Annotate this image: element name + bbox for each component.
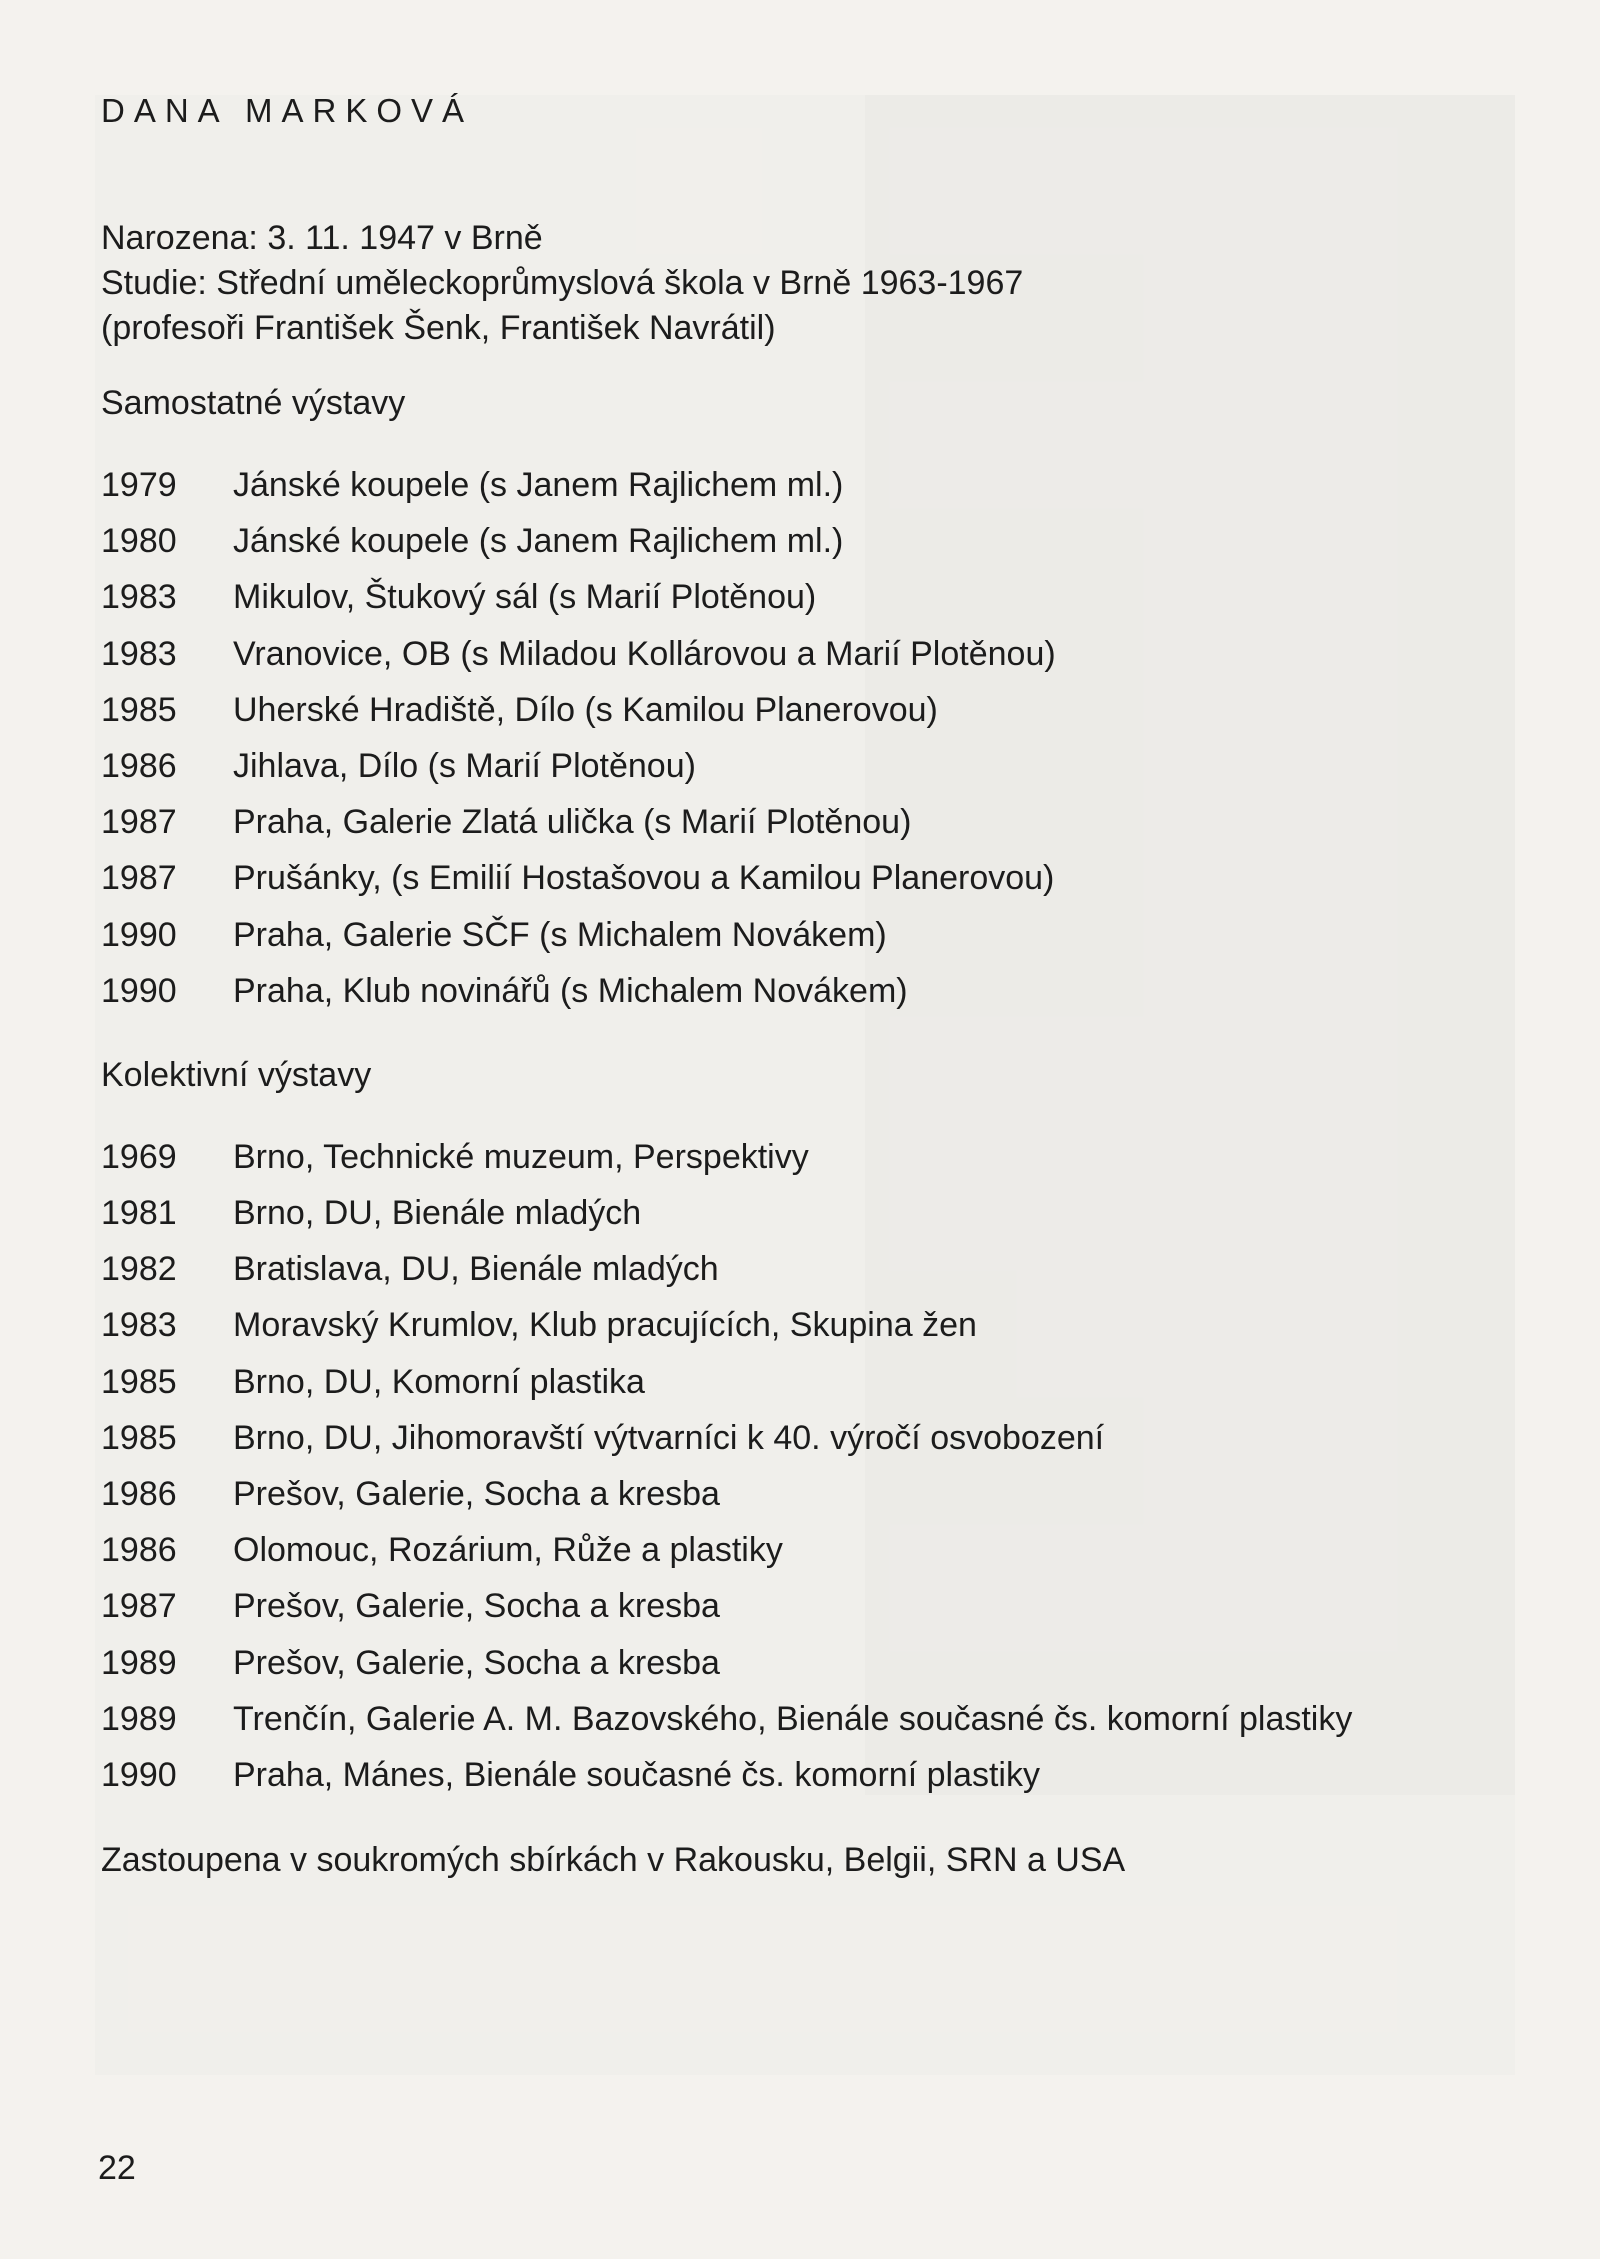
- list-item: [101, 963, 1521, 1019]
- list-item: [101, 1410, 1521, 1466]
- page-content: [101, 88, 1521, 1883]
- list-item: [101, 1129, 1521, 1185]
- exhibition-description: Brno, DU, Komorní plastika: [233, 1362, 645, 1401]
- biography: [101, 216, 1521, 351]
- page-number: 22: [98, 2149, 136, 2187]
- exhibition-description: Praha, Mánes, Bienále současné čs. komorní plastiky: [233, 1755, 1040, 1794]
- exhibition-description: Uherské Hradiště, Dílo (s Kamilou Planerovou): [233, 690, 938, 729]
- exhibition-year: 1989: [101, 1699, 177, 1738]
- group-exhibitions-heading: Kolektivní výstavy: [101, 1055, 372, 1094]
- list-item: [101, 626, 1521, 682]
- exhibition-year: 1990: [101, 971, 177, 1010]
- list-item: [101, 794, 1521, 850]
- exhibition-year: 1987: [101, 1587, 177, 1626]
- exhibition-description: Brno, DU, Jihomoravští výtvarníci k 40. výročí osvobození: [233, 1418, 1105, 1457]
- exhibition-description: Jánské koupele (s Janem Rajlichem ml.): [233, 466, 844, 504]
- birth-info: Narozena: 3. 11. 1947 v Brně: [101, 219, 543, 257]
- list-item: [101, 1522, 1521, 1578]
- exhibition-year: 1982: [101, 1250, 177, 1289]
- exhibition-year: 1983: [101, 1306, 177, 1345]
- list-item: [101, 1354, 1521, 1410]
- exhibition-year: 1989: [101, 1643, 177, 1682]
- list-item: [101, 1635, 1521, 1691]
- exhibition-year: 1987: [101, 803, 177, 842]
- exhibition-description: Bratislava, DU, Bienále mladých: [233, 1250, 719, 1289]
- list-item: [101, 850, 1521, 906]
- exhibition-year: 1983: [101, 578, 177, 617]
- exhibition-year: 1986: [101, 1531, 177, 1570]
- exhibition-description: Praha, Galerie SČF (s Michalem Novákem): [233, 915, 887, 954]
- list-item: [101, 1297, 1521, 1353]
- exhibition-description: Brno, DU, Bienále mladých: [233, 1194, 642, 1233]
- exhibition-year: 1986: [101, 1475, 177, 1513]
- exhibition-year: 1990: [101, 915, 177, 954]
- studies-info: Studie: Střední uměleckoprůmyslová škola v Brně 1963-1967: [101, 264, 1024, 302]
- list-item: [101, 738, 1521, 794]
- list-item: [101, 1185, 1521, 1241]
- exhibition-year: 1980: [101, 522, 177, 561]
- exhibition-year: 1981: [101, 1194, 177, 1233]
- exhibition-description: Olomouc, Rozárium, Růže a plastiky: [233, 1531, 783, 1570]
- exhibition-description: Mikulov, Štukový sál (s Marií Plotěnou): [233, 578, 817, 617]
- exhibition-year: 1990: [101, 1755, 177, 1794]
- list-item: [101, 682, 1521, 738]
- list-item: [101, 569, 1521, 625]
- exhibition-description: Praha, Klub novinářů (s Michalem Novákem): [233, 971, 908, 1010]
- list-item: [101, 907, 1521, 963]
- list-item: [101, 1747, 1521, 1803]
- exhibition-year: 1969: [101, 1137, 177, 1176]
- professors-info: (profesoři František Šenk, František Navrátil): [101, 309, 776, 347]
- list-item: [101, 1691, 1521, 1747]
- exhibition-description: Prešov, Galerie, Socha a kresba: [233, 1475, 720, 1513]
- exhibition-year: 1979: [101, 466, 177, 504]
- exhibition-description: Jánské koupele (s Janem Rajlichem ml.): [233, 522, 844, 561]
- group-exhibitions-list: [101, 1129, 1521, 1803]
- exhibition-year: 1986: [101, 746, 177, 785]
- solo-exhibitions-list: [101, 457, 1521, 1019]
- collections-note: Zastoupena v soukromých sbírkách v Rakousku, Belgii, SRN a USA: [101, 1841, 1126, 1880]
- exhibition-description: Vranovice, OB (s Miladou Kollárovou a Marií Plotěnou): [233, 634, 1056, 673]
- list-item: [101, 513, 1521, 569]
- list-item: [101, 1466, 1521, 1522]
- exhibition-year: 1985: [101, 1362, 177, 1401]
- exhibition-description: Brno, Technické muzeum, Perspektivy: [233, 1137, 809, 1176]
- exhibition-year: 1985: [101, 690, 177, 729]
- exhibition-description: Prešov, Galerie, Socha a kresba: [233, 1587, 720, 1626]
- list-item: [101, 1241, 1521, 1297]
- exhibition-description: Prušánky, (s Emilií Hostašovou a Kamilou Planerovou): [233, 859, 1055, 898]
- list-item: [101, 457, 1521, 513]
- list-item: [101, 1578, 1521, 1634]
- solo-exhibitions-heading: Samostatné výstavy: [101, 384, 406, 422]
- exhibition-year: 1985: [101, 1418, 177, 1457]
- exhibition-year: 1987: [101, 859, 177, 898]
- author-name: DANA MARKOVÁ: [101, 92, 474, 129]
- exhibition-description: Trenčín, Galerie A. M. Bazovského, Bienále současné čs. komorní plastiky: [233, 1699, 1353, 1738]
- exhibition-description: Jihlava, Dílo (s Marií Plotěnou): [233, 746, 696, 785]
- exhibition-description: Moravský Krumlov, Klub pracujících, Skupina žen: [233, 1306, 977, 1345]
- exhibition-description: Praha, Galerie Zlatá ulička (s Marií Plotěnou): [233, 803, 912, 842]
- exhibition-year: 1983: [101, 634, 177, 673]
- exhibition-description: Prešov, Galerie, Socha a kresba: [233, 1643, 720, 1682]
